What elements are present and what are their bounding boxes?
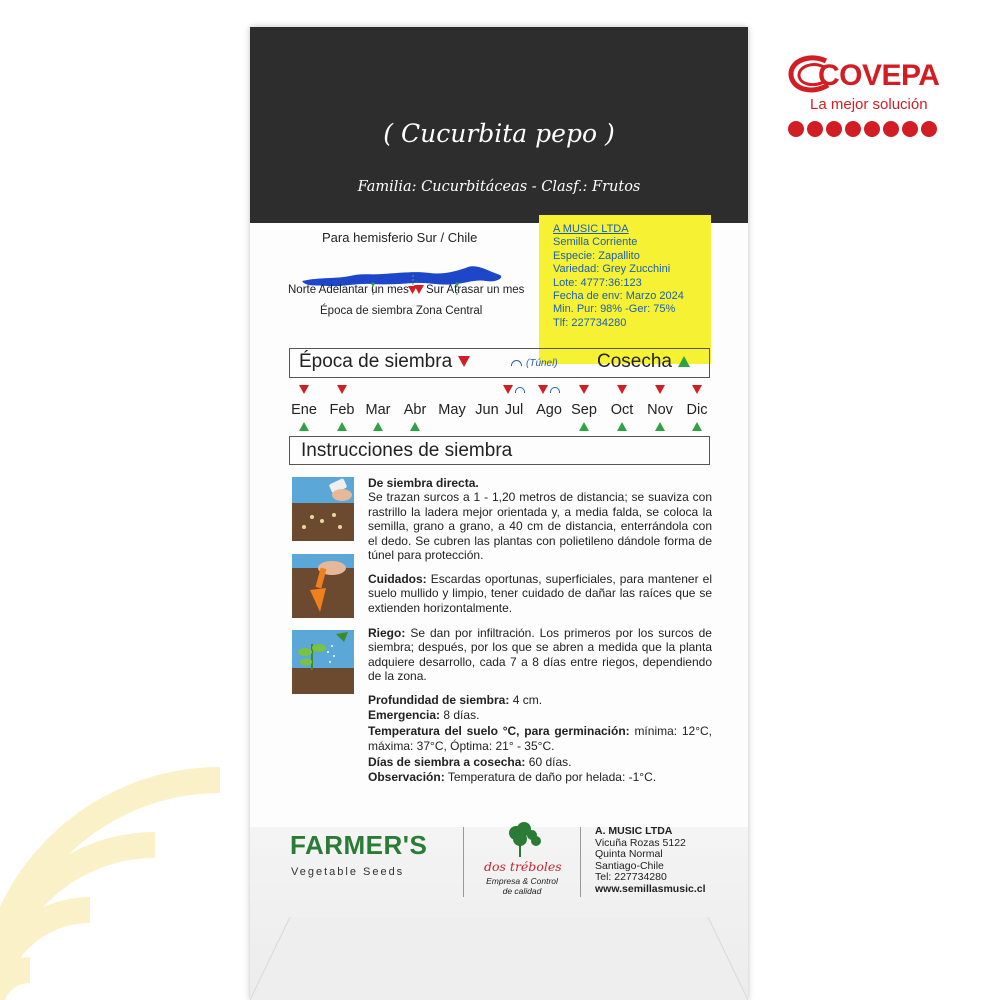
- calendar-header: [289, 348, 710, 378]
- address-line: Vicuña Rozas 5122: [595, 836, 686, 849]
- packet-header: [250, 27, 748, 223]
- month-label: Abr: [403, 402, 427, 418]
- cat-icon: [902, 121, 918, 137]
- tunnel-label: (Túnel): [511, 358, 558, 369]
- packet-flap-fold: [250, 917, 748, 1000]
- month-harvest: [499, 422, 529, 434]
- lot-sticker: [539, 215, 711, 364]
- month-label: Jul: [504, 402, 524, 418]
- month-markers: [400, 385, 430, 399]
- sowing-triangle-icon: [692, 385, 702, 394]
- month-label: Ene: [291, 402, 317, 418]
- family-classification: Familia: Cucurbitáceas - Clasf.: Frutos: [357, 179, 641, 195]
- month-label: Ago: [536, 402, 562, 418]
- fish-icon: [921, 121, 937, 137]
- growing-facts: [368, 693, 712, 785]
- month-markers: [472, 385, 502, 399]
- sheep-icon: [826, 121, 842, 137]
- month-label: Oct: [610, 402, 634, 418]
- harvest-triangle-icon: [655, 422, 665, 431]
- sticker-line: Min. Pur: 98% -Ger: 75%: [553, 303, 676, 316]
- month-label: Dic: [686, 402, 708, 418]
- garden-trowel-illustration: [292, 554, 354, 618]
- covepa-slogan: La mejor solución: [810, 96, 928, 113]
- address-line: Tel: 227734280: [595, 871, 667, 883]
- month-markers: [607, 385, 637, 399]
- fact-row: Temperatura del suelo °C, para germinación: mínima: 12°C, máxima: 37°C, Óptima: 21° - 35°C.: [368, 723, 712, 754]
- month-label: Mar: [365, 402, 391, 418]
- seed-packet: [250, 27, 748, 1000]
- farmers-subtitle: Vegetable Seeds: [291, 866, 405, 878]
- month-harvest: [437, 422, 467, 434]
- fact-row: Profundidad de siembra: 4 cm.: [368, 693, 543, 707]
- harvest-triangle-icon: [579, 422, 589, 431]
- wheat-icon: [864, 121, 880, 137]
- sowing-triangle-icon: [503, 385, 513, 394]
- footer-divider: [463, 827, 464, 897]
- address-line: Quinta Normal: [595, 848, 663, 860]
- month-harvest: [682, 422, 712, 434]
- month-harvest: [645, 422, 675, 434]
- month-label: Sep: [571, 402, 597, 418]
- month-markers: [682, 385, 712, 399]
- map-south-note: Sur Atrasar un mes: [412, 284, 524, 296]
- sowing-seeds-illustration: [292, 477, 354, 541]
- month-harvest: [289, 422, 319, 434]
- month-harvest: [400, 422, 430, 434]
- address-line: A. MUSIC LTDA: [595, 825, 673, 837]
- watering-text: Riego: Se dan por infiltración. Los primeros por los surcos de siembra; después, por los que se abren a medida que la planta adquiere desarrollo, cada 7 a 8 días entre riegos, dependiendo de la zona.: [368, 626, 712, 684]
- sticker-line: Lote: 4777:36:123: [553, 276, 642, 289]
- tunnel-icon: [511, 360, 522, 366]
- dog-icon: [883, 121, 899, 137]
- map-zone-note: Época de siembra Zona Central: [320, 305, 483, 317]
- dos-treboles-logo: [472, 819, 572, 909]
- clover-icon: [502, 821, 544, 859]
- month-markers: [437, 385, 467, 399]
- month-markers: [499, 385, 529, 399]
- green-triangle-icon: [678, 356, 690, 367]
- sowing-triangle-icon: [538, 385, 548, 394]
- month-label: Jun: [475, 402, 499, 418]
- month-markers: [534, 385, 564, 399]
- sticker-line: Especie: Zapallito: [553, 249, 640, 262]
- month-label: Feb: [329, 402, 355, 418]
- sowing-triangle-icon: [655, 385, 665, 394]
- harvest-triangle-icon: [617, 422, 627, 431]
- sowing-triangle-icon: [299, 385, 309, 394]
- harvest-label: Cosecha: [597, 351, 690, 373]
- sticker-line: Tlf: 227734280: [553, 316, 627, 329]
- month-harvest: [363, 422, 393, 434]
- sowing-triangle-icon: [617, 385, 627, 394]
- month-harvest: [569, 422, 599, 434]
- harvest-triangle-icon: [373, 422, 383, 431]
- fact-row: Días de siembra a cosecha: 60 días.: [368, 754, 572, 769]
- cattle-icon: [788, 121, 804, 137]
- instructions-title: Instrucciones de siembra: [301, 440, 513, 461]
- sowing-label: Época de siembra: [299, 351, 470, 373]
- company-address: [595, 826, 706, 895]
- month-harvest: [327, 422, 357, 434]
- month-harvest: [607, 422, 637, 434]
- harvest-triangle-icon: [337, 422, 347, 431]
- covepa-logo: [788, 55, 968, 150]
- covepa-category-icons: [788, 121, 968, 137]
- red-triangle-icon: [458, 356, 470, 367]
- month-harvest: [472, 422, 502, 434]
- sowing-triangle-icon: [579, 385, 589, 394]
- care-text: Cuidados: Escardas oportunas, superficiales, para mantener el suelo mullido y limpio, tener cuidado de dañar las raíces que se extienden horizontalmente.: [368, 572, 712, 615]
- sowing-triangle-icon: [337, 385, 347, 394]
- address-line: Santiago-Chile: [595, 859, 664, 872]
- month-markers: [363, 385, 393, 399]
- month-label: May: [438, 402, 466, 418]
- harvest-triangle-icon: [410, 422, 420, 431]
- footer-divider: [580, 827, 581, 897]
- covepa-wordmark: COVEPA: [818, 59, 940, 92]
- month-markers: [327, 385, 357, 399]
- direct-sowing-text: De siembra directa. Se trazan surcos a 1 - 1,20 metros de distancia; se suaviza con rastrillo la ladera mejor orientada y, a media falda, se coloca la semilla, grano a grano, a 40 cm de distancia, enterrándola con el dedo. Se cubren las plantas con polietileno dándole forma de túnel para protección.: [368, 476, 712, 563]
- sticker-line: Semilla Corriente: [553, 236, 638, 249]
- month-label: Nov: [647, 402, 673, 418]
- month-markers: [645, 385, 675, 399]
- fact-row: Observación: Temperatura de daño por helada: -1°C.: [368, 770, 657, 785]
- dos-treboles-wordmark: dos tréboles: [484, 859, 562, 874]
- tractor-icon: [807, 121, 823, 137]
- harvest-triangle-icon: [299, 422, 309, 431]
- website-link[interactable]: www.semillasmusic.cl: [595, 882, 706, 895]
- red-triangle-icon: [414, 285, 424, 294]
- tunnel-icon: [515, 387, 525, 393]
- dos-treboles-subtitle: Empresa & Control de calidad: [486, 876, 558, 896]
- sticker-line: A MUSIC LTDA: [553, 223, 629, 235]
- sticker-line: Fecha de env: Marzo 2024: [553, 290, 684, 303]
- month-markers: [289, 385, 319, 399]
- farmers-logo: [290, 830, 450, 890]
- tunnel-icon: [550, 387, 560, 393]
- fact-row: Emergencia: 8 días.: [368, 708, 480, 723]
- scientific-name: ( Cucurbita pepo ): [383, 119, 615, 148]
- watering-plant-illustration: [292, 630, 354, 694]
- month-markers: [569, 385, 599, 399]
- month-harvest: [534, 422, 564, 434]
- map-title: Para hemisferio Sur / Chile: [322, 230, 478, 245]
- farmers-wordmark: FARMER'S: [290, 830, 428, 860]
- map-north-note: Norte Adelantar un mes: [288, 284, 409, 296]
- plant-icon: [845, 121, 861, 137]
- harvest-triangle-icon: [692, 422, 702, 431]
- sticker-line: Variedad: Grey Zucchini: [553, 263, 671, 276]
- instructions-header: [289, 436, 710, 465]
